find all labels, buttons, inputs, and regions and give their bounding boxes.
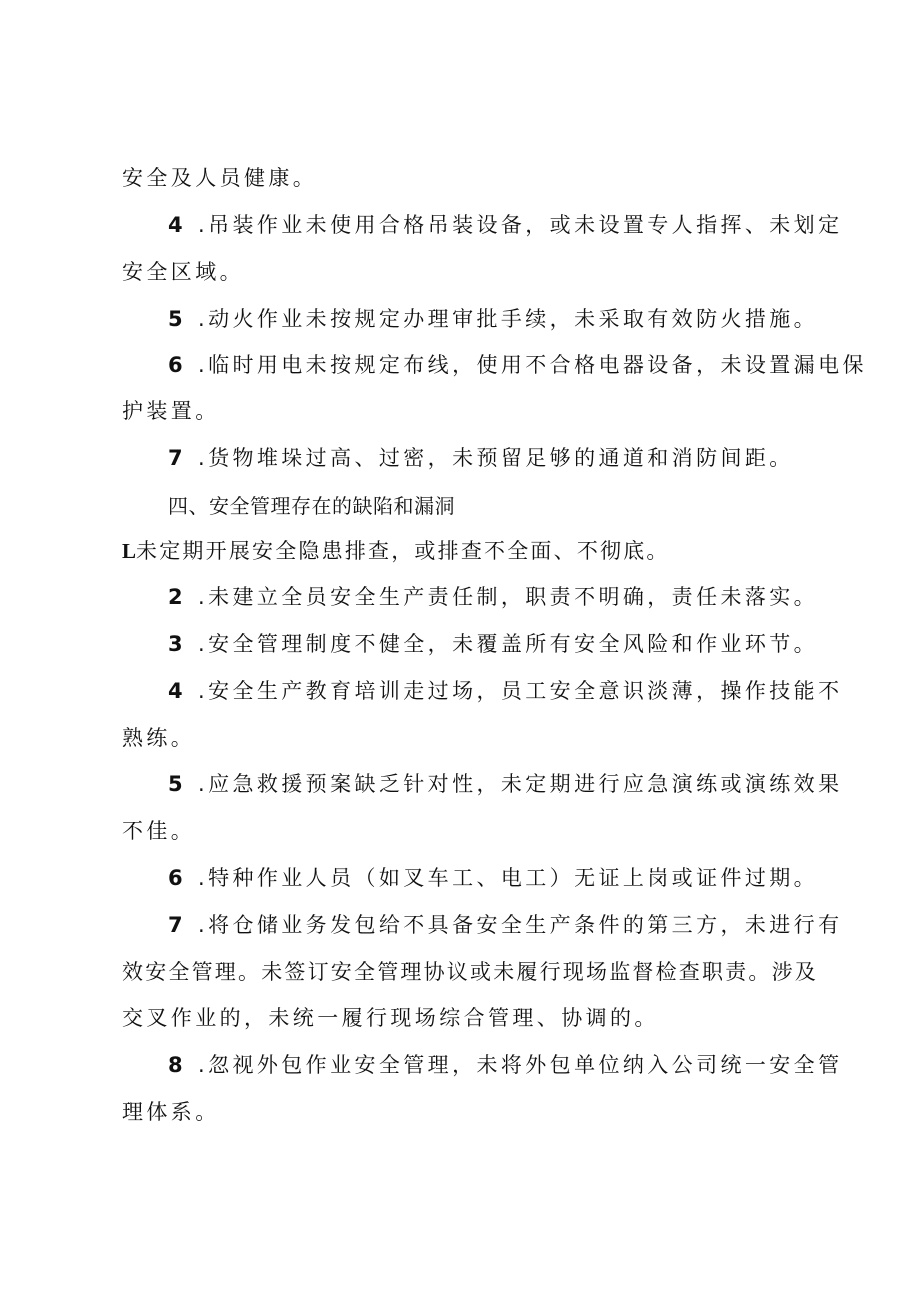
item-number: 7 [168, 446, 183, 470]
list-item-7b-line-1 [168, 913, 868, 937]
item-number: 4 [168, 679, 183, 703]
line-text: 交叉作业的，未统一履行现场综合管理、协调的。 [122, 1006, 659, 1030]
line-text: 效安全管理。未签订安全管理协议或未履行现场监督检查职责。涉及 [122, 960, 818, 984]
line-text: .特种作业人员（如叉车工、电工）无证上岗或证件过期。 [198, 866, 819, 890]
list-item-6-line-2 [122, 399, 822, 423]
line-text: 未定期开展安全隐患排查，或排查不全面、不彻底。 [136, 539, 670, 563]
list-item-5b-line-2 [122, 819, 822, 843]
line-text: .应急救援预案缺乏针对性，未定期进行应急演练或演练效果 [198, 772, 843, 796]
line-text: .未建立全员安全生产责任制，职责不明确，责任未落实。 [198, 585, 819, 609]
item-number: 6 [168, 353, 183, 377]
item-number: 5 [168, 307, 183, 331]
list-item-7 [168, 446, 868, 470]
list-item-6b [168, 866, 868, 890]
list-item-7b-line-3 [122, 1006, 822, 1030]
section-heading [168, 494, 868, 518]
line-text: .动火作业未按规定办理审批手续，未采取有效防火措施。 [198, 307, 819, 331]
line-text: .临时用电未按规定布线，使用不合格电器设备，未设置漏电保 [198, 353, 867, 377]
list-item-4b-line-2 [122, 726, 822, 750]
line-text: .安全管理制度不健全，未覆盖所有安全风险和作业环节。 [198, 632, 819, 656]
item-number: 3 [168, 632, 183, 656]
heading-text: 四、安全管理存在的缺陷和漏洞 [168, 494, 455, 518]
item-number: 2 [168, 585, 183, 609]
item-number: L [122, 539, 137, 563]
line-text: .货物堆垛过高、过密，未预留足够的通道和消防间距。 [198, 446, 794, 470]
list-item-7b-line-2 [122, 960, 822, 984]
item-number: 5 [168, 772, 183, 796]
list-item-1 [122, 539, 822, 563]
list-item-3 [168, 632, 868, 656]
item-number: 8 [168, 1053, 183, 1077]
line-text: .吊装作业未使用合格吊装设备，或未设置专人指挥、未划定 [198, 213, 843, 237]
item-number: 6 [168, 866, 183, 890]
line-text: 理体系。 [122, 1100, 220, 1124]
list-item-8-line-2 [122, 1100, 822, 1124]
line-text: .将仓储业务发包给不具备安全生产条件的第三方，未进行有 [198, 913, 843, 937]
line-text: .安全生产教育培训走过场，员工安全意识淡薄，操作技能不 [198, 679, 843, 703]
item-number: 7 [168, 913, 183, 937]
paragraph-line [122, 166, 822, 190]
list-item-5b-line-1 [168, 772, 868, 796]
line-text: 不佳。 [122, 819, 196, 843]
list-item-4-line-2 [122, 260, 822, 284]
list-item-4b-line-1 [168, 679, 868, 703]
line-text: .忽视外包作业安全管理，未将外包单位纳入公司统一安全管 [198, 1053, 843, 1077]
list-item-4-line-1 [168, 213, 868, 237]
list-item-8-line-1 [168, 1053, 868, 1077]
line-text: 安全区域。 [122, 260, 244, 284]
line-text: 安全及人员健康。 [122, 166, 318, 190]
line-text: 护装置。 [122, 399, 220, 423]
line-text: 熟练。 [122, 726, 196, 750]
list-item-5 [168, 307, 868, 331]
list-item-2 [168, 585, 868, 609]
list-item-6-line-1 [168, 353, 868, 377]
item-number: 4 [168, 213, 183, 237]
